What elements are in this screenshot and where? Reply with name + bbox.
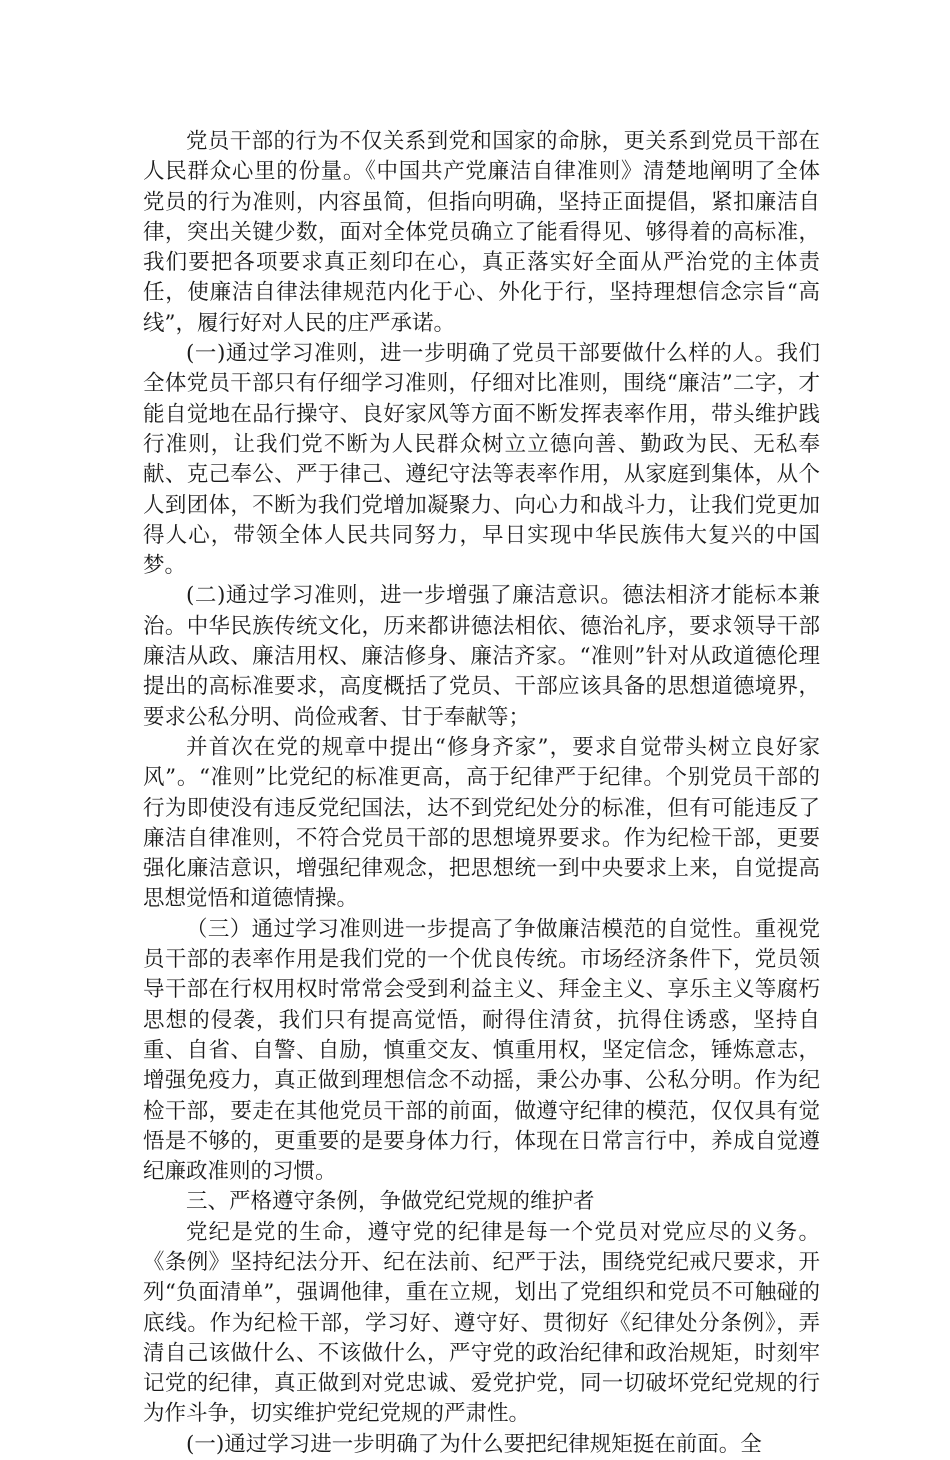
paragraph-section-2-continued: 并首次在党的规章中提出“修身齐家”，要求自觉带头树立良好家风”。“准则”比党纪的标准更高，高于纪律严于纪律。个别党员干部的行为即使没有违反党纪国法，达不到党纪处分的标准，但有可能违反了廉洁自律准则，不符合党员干部的思想境界要求。作为纪检干部，更要强化廉洁意识，增强纪律观念，把思想统一到中央要求上来，自觉提高思想觉悟和道德情操。 — [143, 734, 820, 912]
document-body — [143, 127, 820, 1460]
paragraph-subsection-1: (一)通过学习进一步明确了为什么要把纪律规矩挺在前面。全 — [186, 1431, 762, 1457]
paragraph-intro: 党员干部的行为不仅关系到党和国家的命脉，更关系到党员干部在人民群众心里的份量。《中国共产党廉洁自律准则》清楚地阐明了全体党员的行为准则，内容虽简，但指向明确，坚持正面提倡，紧扣廉洁自律，突出关键少数，面对全体党员确立了能看得见、够得着的高标准，我们要把各项要求真正刻印在心，真正落实好全面从严治党的主体责任，使廉洁自律法律规范内化于心、外化于行，坚持理想信念宗旨“高线”，履行好对人民的庄严承诺。 — [143, 129, 820, 336]
paragraph-section-2: (二)通过学习准则，进一步增强了廉洁意识。德法相济才能标本兼治。中华民族传统文化，历来都讲德法相依、德治礼序，要求领导干部廉洁从政、廉洁用权、廉洁修身、廉洁齐家。“准则”针对从政道德伦理提出的高标准要求，高度概括了党员、干部应该具备的思想道德境界，要求公私分明、尚俭戒奢、甘于奉献等； — [143, 583, 820, 730]
paragraph-section-1: (一)通过学习准则，进一步明确了党员干部要做什么样的人。我们全体党员干部只有仔细学习准则，仔细对比准则，围绕“廉洁”二字，才能自觉地在品行操守、良好家风等方面不断发挥表率作用，带头维护践行准则，让我们党不断为人民群众树立立德向善、勤政为民、无私奉献、克己奉公、严于律己、遵纪守法等表率作用，从家庭到集体，从个人到团体，不断为我们党增加凝聚力、向心力和战斗力，让我们党更加得人心，带领全体人民共同努力，早日实现中华民族伟大复兴的中国梦。 — [143, 341, 820, 579]
paragraph-section-3: （三）通过学习准则进一步提高了争做廉洁模范的自觉性。重视党员干部的表率作用是我们党的一个优良传统。市场经济条件下，党员领导干部在行权用权时常常会受到利益主义、拜金主义、享乐主义等腐朽思想的侵袭，我们只有提高觉悟，耐得住清贫，抗得住诱惑，坚持自重、自省、自警、自励，慎重交友、慎重用权，坚定信念，锤炼意志，增强免疫力，真正做到理想信念不动摇，秉公办事、公私分明。作为纪检干部，要走在其他党员干部的前面，做遵守纪律的模范，仅仅具有觉悟是不够的，更重要的是要身体力行，体现在日常言行中，养成自觉遵纪廉政准则的习惯。 — [143, 916, 820, 1185]
section-heading-three: 三、严格遵守条例，争做党纪党规的维护者 — [186, 1189, 595, 1215]
paragraph-discipline: 党纪是党的生命，遵守党的纪律是每一个党员对党应尽的义务。《条例》坚持纪法分开、纪在法前、纪严于法，围绕党纪戒尺要求，开列“负面清单”，强调他律，重在立规，划出了党组织和党员不可触碰的底线。作为纪检干部，学习好、遵守好、贯彻好《纪律处分条例》，弄清自己该做什么、不该做什么，严守党的政治纪律和政治规矩，时刻牢记党的纪律，真正做到对党忠诚、爱党护党，同一切破坏党纪党规的行为作斗争，切实维护党纪党规的严肃性。 — [143, 1219, 820, 1427]
